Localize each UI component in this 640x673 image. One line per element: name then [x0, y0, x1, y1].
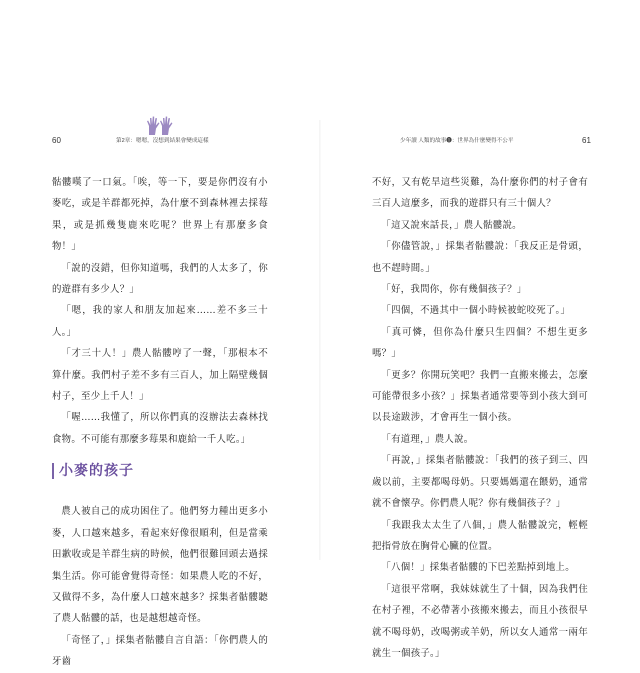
- paragraph: 「四個，不過其中一個小時候被蛇咬死了。」: [381, 305, 571, 317]
- hands-icon: [145, 115, 175, 137]
- paragraph: 「我跟我太太生了八個，」農人骷髏說完，輕輕把指骨放在胸骨心臟的位置。: [372, 519, 588, 552]
- right-page-number: 61: [582, 136, 591, 145]
- paragraph: 「真可憐，但你為什麼只生四個？不想生更多嗎？」: [372, 326, 588, 360]
- section-bar: [52, 463, 54, 479]
- left-page-body: [52, 172, 268, 673]
- section-title: 小麥的孩子: [59, 463, 134, 480]
- left-running-header: 第2章：嗯嗯，沒想到結果會變成這樣: [116, 138, 209, 144]
- paragraph: 不好，又有乾旱這些災難，為什麼你們的村子會有三百人這麼多，而我的遊群只有三十個人？: [372, 177, 588, 210]
- paragraph: 「好，我問你，你有幾個孩子？」: [381, 284, 527, 296]
- paragraph: 「更多？你開玩笑吧？我們一直搬來搬去，怎麼可能帶很多小孩？」採集者通常要等到小孩大到可以長途跋涉，才會再生一個小孩。: [372, 369, 588, 424]
- paragraph: 「這又說來話長，」農人骷髏說。: [381, 219, 522, 231]
- paragraph: 農人被自己的成功困住了。他們努力種出更多小麥，人口越來越多，看起來好像很順利，但是當乘田歉收或是羊群生病的時候，他們很難回頭去過採集生活。你可能會覺得奇怪：如果農人吃的不好，又做得不多，為什麼人口越來越多？採集者骷髏聽了農人骷髏的話，也是越想越奇怪。: [52, 506, 268, 625]
- paragraph: 「說的沒錯，但你知道嗎，我們的人太多了，你的遊群有多少人？」: [52, 262, 268, 296]
- paragraph: 骷髏嘆了一口氣。「唉，等一下，要是你們沒有小麥吃，或是羊群都死掉，為什麼不到森林裡去採莓果，或是抓幾隻鹿來吃呢？世界上有那麼多食物！」: [52, 177, 268, 253]
- paragraph: 「嗯，我的家人和朋友加起來……差不多三十人。」: [52, 305, 268, 338]
- left-page-number: 60: [52, 136, 61, 145]
- paragraph: 「奇怪了，」採集者骷髏自言自語：「你們農人的牙齒: [52, 634, 268, 668]
- paragraph: 「你儘管說，」採集者骷髏說：「我反正是骨頭，也不趕時間。」: [372, 241, 588, 274]
- paragraph: 「有道理，」農人說。: [381, 433, 474, 445]
- paragraph: 「喔……我懂了，所以你們真的沒辦法去森林找食物。不可能有那麼多莓果和鹿給一千人吃。」: [52, 412, 268, 445]
- paragraph: 「八個！」採集者骷髏的下巴差點掉到地上。: [381, 562, 575, 574]
- section-heading: [52, 459, 268, 489]
- right-running-header: 少年讀 人類的故事❶：世界為什麼變得不公平: [400, 138, 514, 144]
- gutter-shadow: [319, 120, 321, 560]
- paragraph: 「這很平常啊，我妹妹就生了十個，因為我們住在村子裡，不必帶著小孩搬來搬去，而且小孩很早就不喝母奶，改喝粥或羊奶，所以女人通常一兩年就生一個孩子。」: [372, 583, 588, 659]
- right-page-body: [372, 172, 588, 664]
- paragraph: 「才三十人！」農人骷髏哼了一聲，「那根本不算什麼。我們村子差不多有三百人，加上隔壁幾個村子，至少上千人！」: [52, 348, 268, 403]
- paragraph: 「再說，」採集者骷髏說：「我們的孩子到三、四歲以前，主要都喝母奶。只要媽媽還在餵奶，通常就不會懷孕。你們農人呢？你有幾個孩子？」: [372, 455, 588, 510]
